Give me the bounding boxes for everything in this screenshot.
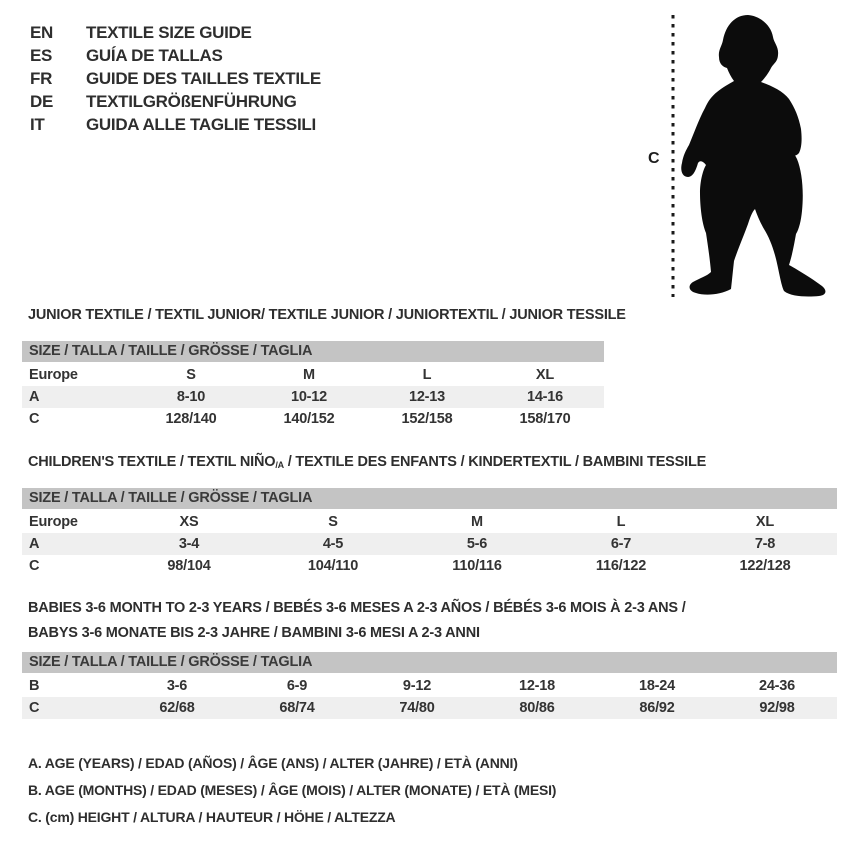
- value-cell: 5-6: [466, 536, 488, 552]
- value-cell: 12-13: [408, 389, 446, 405]
- value-cell: 3-4: [178, 536, 200, 552]
- lang-label: TEXTILE SIZE GUIDE: [86, 22, 252, 42]
- value-cell: 8-10: [176, 389, 206, 405]
- lang-code: ES: [30, 45, 53, 65]
- row-label: C: [29, 411, 40, 427]
- row-label: Europe: [29, 367, 78, 383]
- row-label: Europe: [29, 514, 78, 530]
- size-cell: XL: [535, 367, 555, 383]
- toddler-silhouette-figure: [630, 0, 840, 320]
- value-cell: 158/170: [519, 411, 571, 427]
- value-cell: 110/116: [452, 558, 502, 574]
- value-cell: 6-9: [286, 678, 308, 694]
- lang-row-it: [30, 113, 321, 136]
- value-cell: 80/86: [519, 700, 555, 716]
- legend: [28, 750, 556, 831]
- value-cell: 24-36: [758, 678, 796, 694]
- table-row: [22, 408, 604, 430]
- value-cell: 7-8: [754, 536, 776, 552]
- size-cell: L: [616, 514, 626, 530]
- table-row: [22, 533, 837, 555]
- heading-line-1: BABIES 3-6 MONTH TO 2-3 YEARS / BEBÉS 3-6 MESES A 2-3 AÑOS / BÉBÉS 3-6 MOIS À 2-3 ANS /: [28, 600, 686, 616]
- size-header-bar: SIZE / TALLA / TAILLE / GRÖSSE / TAGLIA: [22, 652, 837, 673]
- value-cell: 4-5: [322, 536, 344, 552]
- size-cell: L: [422, 367, 432, 383]
- babies-section-heading: [28, 596, 728, 646]
- table-row: [22, 364, 604, 386]
- value-cell: 12-18: [518, 678, 556, 694]
- value-cell: 152/158: [401, 411, 453, 427]
- value-cell: 86/92: [639, 700, 675, 716]
- value-cell: 104/110: [307, 558, 359, 574]
- size-cell: XS: [179, 514, 199, 530]
- value-cell: 14-16: [526, 389, 564, 405]
- heading-subscript: /A: [275, 460, 284, 470]
- junior-section-heading: JUNIOR TEXTILE / TEXTIL JUNIOR/ TEXTILE JUNIOR / JUNIORTEXTIL / JUNIOR TESSILE: [28, 307, 626, 323]
- lang-label: GUIDE DES TAILLES TEXTILE: [86, 68, 321, 88]
- lang-label: GUÍA DE TALLAS: [86, 45, 223, 65]
- children-size-table: [22, 488, 837, 577]
- table-row: [22, 386, 604, 408]
- value-cell: 140/152: [283, 411, 335, 427]
- value-cell: 116/122: [595, 558, 647, 574]
- lang-code: FR: [30, 68, 53, 88]
- legend-line-c: C. (cm) HEIGHT / ALTURA / HAUTEUR / HÖHE / ALTEZZA: [28, 809, 396, 825]
- row-label: B: [29, 678, 40, 694]
- lang-row-en: [30, 21, 321, 44]
- size-cell: S: [328, 514, 338, 530]
- value-cell: 92/98: [759, 700, 795, 716]
- lang-label: GUIDA ALLE TAGLIE TESSILI: [86, 114, 316, 134]
- legend-line-b: B. AGE (MONTHS) / EDAD (MESES) / ÂGE (MOIS) / ALTER (MONATE) / ETÀ (MESI): [28, 782, 557, 798]
- size-cell: M: [303, 367, 315, 383]
- table-row: [22, 511, 837, 533]
- heading-line-2: BABYS 3-6 MONATE BIS 2-3 JAHRE / BAMBINI 3-6 MESI A 2-3 ANNI: [28, 625, 480, 641]
- value-cell: 3-6: [166, 678, 188, 694]
- size-header-bar: SIZE / TALLA / TAILLE / GRÖSSE / TAGLIA: [22, 488, 837, 509]
- size-header-bar: SIZE / TALLA / TAILLE / GRÖSSE / TAGLIA: [22, 341, 604, 362]
- row-label: C: [29, 700, 40, 716]
- value-cell: 9-12: [402, 678, 432, 694]
- value-cell: 10-12: [290, 389, 328, 405]
- value-cell: 74/80: [399, 700, 435, 716]
- heading-text: / TEXTILE DES ENFANTS / KINDERTEXTIL / BAMBINI TESSILE: [283, 454, 707, 470]
- size-cell: XL: [755, 514, 775, 530]
- height-c-label: C: [648, 150, 660, 167]
- lang-code: IT: [30, 114, 45, 134]
- value-cell: 68/74: [279, 700, 315, 716]
- value-cell: 98/104: [167, 558, 211, 574]
- lang-code: EN: [30, 22, 54, 42]
- lang-label: TEXTILGRÖßENFÜHRUNG: [86, 91, 297, 111]
- toddler-silhouette: [681, 15, 825, 296]
- table-row: [22, 555, 837, 577]
- heading-text: CHILDREN'S TEXTILE / TEXTIL NIÑO: [28, 454, 276, 470]
- table-row: [22, 697, 837, 719]
- value-cell: 62/68: [159, 700, 195, 716]
- value-cell: 128/140: [165, 411, 217, 427]
- row-label: A: [29, 536, 40, 552]
- table-row: [22, 675, 837, 697]
- lang-row-de: [30, 90, 321, 113]
- size-cell: M: [471, 514, 483, 530]
- row-label: A: [29, 389, 40, 405]
- babies-size-table: [22, 652, 837, 719]
- lang-code: DE: [30, 91, 54, 111]
- row-label: C: [29, 558, 40, 574]
- value-cell: 18-24: [638, 678, 676, 694]
- junior-size-table: [22, 341, 604, 430]
- lang-row-es: [30, 44, 321, 67]
- legend-line-a: A. AGE (YEARS) / EDAD (AÑOS) / ÂGE (ANS) / ALTER (JAHRE) / ETÀ (ANNI): [28, 755, 518, 771]
- children-section-heading: [28, 452, 706, 473]
- lang-row-fr: [30, 67, 321, 90]
- value-cell: 122/128: [739, 558, 791, 574]
- size-cell: S: [186, 367, 196, 383]
- value-cell: 6-7: [610, 536, 632, 552]
- language-list: [30, 21, 321, 136]
